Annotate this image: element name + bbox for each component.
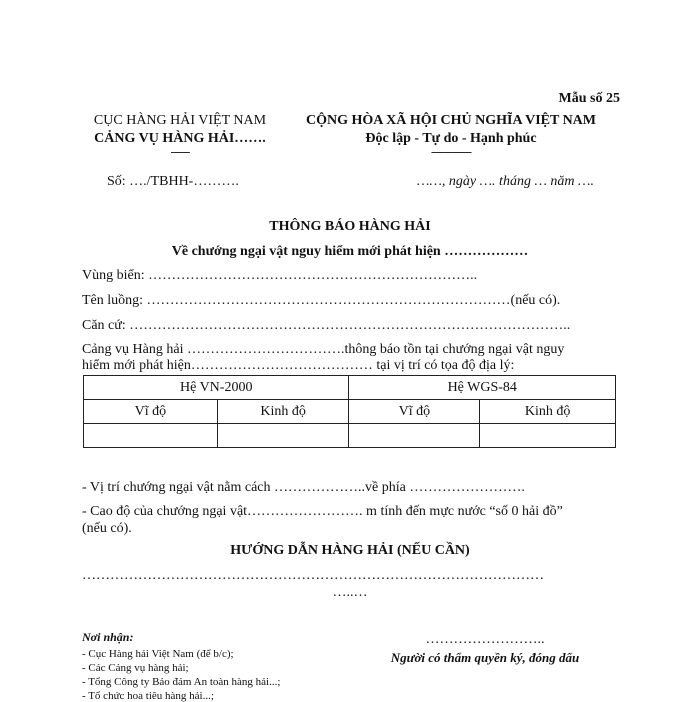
- national-title: CỘNG HÒA XÃ HỘI CHỦ NGHĨA VIỆT NAM: [305, 113, 596, 128]
- signature-dots: ……………………..: [425, 632, 545, 647]
- field-port-authority-line2: hiểm mới phát hiện………………………………… tại vị trí có tọa độ địa lý:: [82, 358, 515, 373]
- group-header-wgs84: Hệ WGS-84: [349, 376, 616, 400]
- cell-longitude-vn2000[interactable]: [217, 424, 349, 448]
- obstacle-height-line1: - Cao độ của chướng ngại vật……………………. m tính đến mực nước “số 0 hải đồ”: [82, 504, 563, 519]
- field-basis: Căn cứ: …………………………………………………………………………………..: [82, 318, 571, 333]
- notice-title: THÔNG BÁO HÀNG HẢI: [269, 219, 431, 234]
- national-motto: Độc lập - Tự do - Hạnh phúc: [365, 131, 537, 146]
- form-number: Mẫu số 25: [558, 91, 620, 106]
- left-header-rule: -------: [170, 146, 190, 158]
- table-row: [84, 424, 616, 448]
- field-port-authority-line1: Cảng vụ Hàng hải …………………………….thông báo tồn tại chướng ngại vật nguy: [82, 342, 565, 357]
- right-header-rule: ---------------: [431, 146, 471, 158]
- group-header-vn2000: Hệ VN-2000: [84, 376, 349, 400]
- table-group-header-row: [84, 376, 616, 400]
- notice-subtitle: Về chướng ngại vật nguy hiểm mới phát hiện ………………: [171, 244, 529, 259]
- document-number: Số: …./TBHH-……….: [107, 174, 239, 189]
- obstacle-position-line: - Vị trí chướng ngại vật nằm cách ………………..về phía …………………….: [82, 480, 525, 495]
- recipient-item: - Tổng Công ty Bảo đảm An toàn hàng hải...;: [82, 676, 281, 688]
- column-header-latitude-wgs84: Vĩ độ: [349, 400, 480, 424]
- agency-name: CỤC HÀNG HẢI VIỆT NAM: [93, 113, 267, 128]
- signature-label: Người có thẩm quyền ký, đóng dấu: [390, 650, 580, 665]
- cell-latitude-vn2000[interactable]: [84, 424, 218, 448]
- guidance-dots-line1: ………………………………………………………………………………………: [82, 568, 544, 583]
- field-sea-area: Vùng biển: ……………………………………………………………..: [82, 268, 478, 283]
- column-header-latitude-vn2000: Vĩ độ: [84, 400, 218, 424]
- table-column-header-row: [84, 400, 616, 424]
- coordinates-table: [83, 375, 616, 448]
- cell-longitude-wgs84[interactable]: [480, 424, 616, 448]
- guidance-dots-line2: …..…: [332, 585, 368, 600]
- recipients-title: Nơi nhận:: [82, 630, 134, 644]
- column-header-longitude-wgs84: Kinh độ: [480, 400, 616, 424]
- obstacle-height-line2: (nếu có).: [82, 521, 132, 536]
- column-header-longitude-vn2000: Kinh độ: [217, 400, 349, 424]
- cell-latitude-wgs84[interactable]: [349, 424, 480, 448]
- guidance-title: HƯỚNG DẪN HÀNG HẢI (NẾU CẦN): [230, 543, 470, 558]
- recipient-item: - Tổ chức hoa tiêu hàng hải...;: [82, 690, 214, 702]
- document-date: ……, ngày …. tháng … năm ….: [417, 174, 594, 189]
- port-authority-name: CẢNG VỤ HÀNG HẢI…….: [94, 131, 266, 146]
- recipient-item: - Cục Hàng hải Việt Nam (để b/c);: [82, 648, 234, 660]
- field-channel-name: Tên luồng: ……………………………………………………………………(nếu có).: [82, 293, 561, 308]
- recipient-item: - Các Cảng vụ hàng hải;: [82, 662, 189, 674]
